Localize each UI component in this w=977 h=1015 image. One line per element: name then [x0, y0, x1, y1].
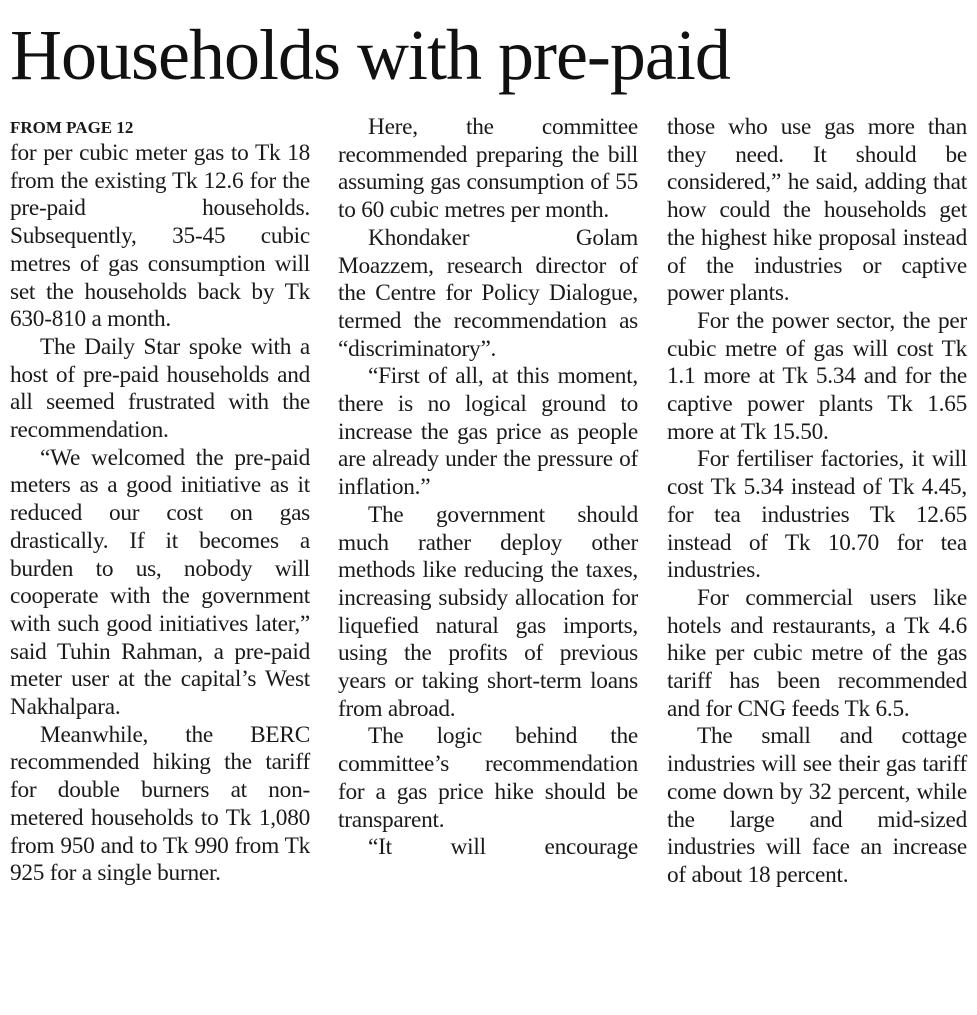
paragraph: For the power sector, the per cubic metre of gas will cost Tk 1.1 more at Tk 5.34 and for the captive power plants Tk 1.65 more at Tk 15.50.: [667, 307, 967, 445]
paragraph: Khondaker Golam Moazzem, research director of the Centre for Policy Dialogue, termed the recommendation as “discriminatory”.: [338, 224, 638, 362]
paragraph: “First of all, at this moment, there is no logical ground to increase the gas price as people are already under the pressure of inflation.”: [338, 363, 638, 501]
paragraph: those who use gas more than they need. It should be considered,” he said, adding that how could the households get the highest hike proposal instead of the industries or captive power plants.: [667, 114, 967, 307]
paragraph: Here, the committee recommended preparing the bill assuming gas consumption of 55 to 60 cubic metres per month.: [338, 114, 638, 224]
paragraph: For commercial users like hotels and restaurants, a Tk 4.6 hike per cubic metre of the gas tariff has been recommended and for CNG feeds Tk 6.5.: [667, 584, 967, 722]
article-column-2: [338, 114, 638, 862]
paragraph: for per cubic meter gas to Tk 18 from the existing Tk 12.6 for the pre-paid households. Subsequently, 35-45 cubic metres of gas consumption will set the households back by Tk 630-810 a month.: [10, 140, 310, 333]
paragraph: The logic behind the committee’s recommendation for a gas price hike should be transparent.: [338, 723, 638, 833]
paragraph: The small and cottage industries will see their gas tariff come down by 32 percent, while the large and mid-sized industries will face an increase of about 18 percent.: [667, 723, 967, 888]
paragraph: “It will encourage: [368, 834, 638, 861]
article-column-1: [10, 114, 310, 888]
jump-line: FROM PAGE 12: [10, 118, 134, 137]
headline: Households with pre-paid: [10, 15, 730, 95]
paragraph: Meanwhile, the BERC recommended hiking the tariff for double burners at non-metered households to Tk 1,080 from 950 and to Tk 990 from Tk 925 for a single burner.: [10, 721, 310, 887]
article-column-3: [667, 114, 967, 890]
paragraph: The government should much rather deploy other methods like reducing the taxes, increasing subsidy allocation for liquefied natural gas imports, using the profits of previous years or taking short-term loans from abroad.: [338, 501, 638, 722]
paragraph: For fertiliser factories, it will cost Tk 5.34 instead of Tk 4.45, for tea industries Tk 12.65 instead of Tk 10.70 for tea industries.: [667, 446, 967, 584]
paragraph: The Daily Star spoke with a host of pre-paid households and all seemed frustrated with the recommendation.: [10, 333, 310, 444]
paragraph: “We welcomed the pre-paid meters as a good initiative as it reduced our cost on gas drastically. If it becomes a burden to us, nobody will cooperate with the government with such good initiatives later,” said Tuhin Rahman, a pre-paid meter user at the capital’s West Nakhalpara.: [10, 444, 310, 721]
